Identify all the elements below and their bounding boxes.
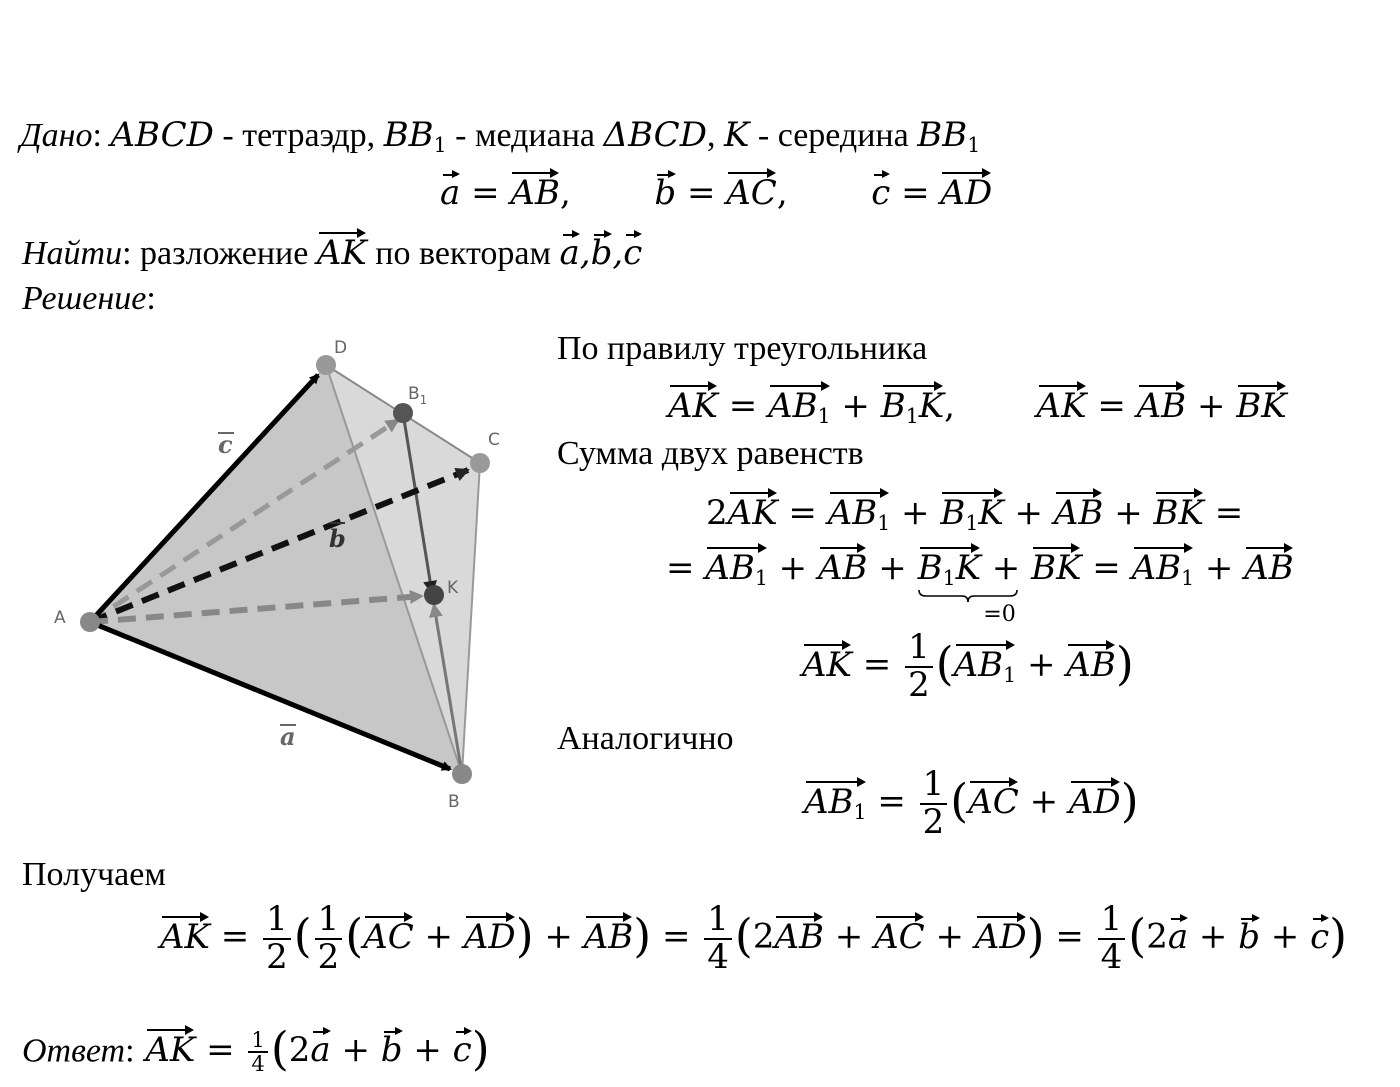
label-b: B [448, 792, 460, 812]
obtain-label: Получаем [22, 856, 166, 893]
zero-underbrace: $B_1K$ + BK =0 [918, 545, 1082, 589]
label-b1: $B_1$ [408, 384, 428, 407]
point-d [316, 355, 336, 375]
label-a: A [54, 608, 66, 628]
solution-label: Решение: [22, 280, 156, 317]
point-c [470, 453, 490, 473]
equation-triangle: AK = $AB_1 + B_1K$, AK = AB + BK [668, 383, 1287, 427]
answer-line: Ответ: AK = $\frac{1}{4}$ (2a + b + c) [22, 1022, 490, 1077]
equation-ak-half: AK = $\frac{1}{2}$ $(AB_1 + AB)$ [802, 627, 1134, 705]
equation-sum-2: = $AB_1$ + AB + $B_1K$ + BK =0 = $AB_1$ + AB [666, 545, 1294, 589]
find-label: Найти [22, 235, 123, 272]
label-vec-c: c [218, 430, 233, 459]
equation-sum-1: $2AK = AB_1 + B_1K$ + AB + BK = [706, 490, 1243, 534]
given-label: Дано [20, 117, 93, 154]
label-vec-a: a [280, 722, 296, 751]
given-line: Дано: ABCD - тетраэдр, $BB_1$ - медиана ΔBCD, K - середина $BB_1$ [20, 115, 981, 158]
label-k: K [447, 578, 459, 598]
point-b [452, 764, 472, 784]
label-d: D [334, 338, 348, 358]
equation-final: AK = $\frac{1}{2}$ ( $\frac{1}{2}$ (AC + AD) + AB) = $\frac{1}{4}$ (2AB + AC + AD) = $\frac{1}{4}$ (2a + b + c) [160, 899, 1348, 977]
answer-label: Ответ [22, 1032, 126, 1070]
equation-ab1-half: $AB_1$ = $\frac{1}{2}$ (AC + AD) [804, 764, 1139, 842]
point-a [80, 612, 100, 632]
label-c: C [488, 430, 500, 450]
similarly-label: Аналогично [557, 720, 734, 757]
triangle-rule-text: По правилу треугольника [557, 330, 928, 367]
point-b1 [393, 403, 413, 423]
vector-definitions: a = AB, b = AC, c = AD [440, 170, 992, 210]
label-vec-b: b [329, 524, 346, 553]
point-k [424, 585, 444, 605]
sum-label: Сумма двух равенств [557, 435, 864, 472]
tetrahedron-figure [40, 325, 540, 815]
find-line: Найти: разложение AK по векторам a,b,c [22, 230, 642, 271]
